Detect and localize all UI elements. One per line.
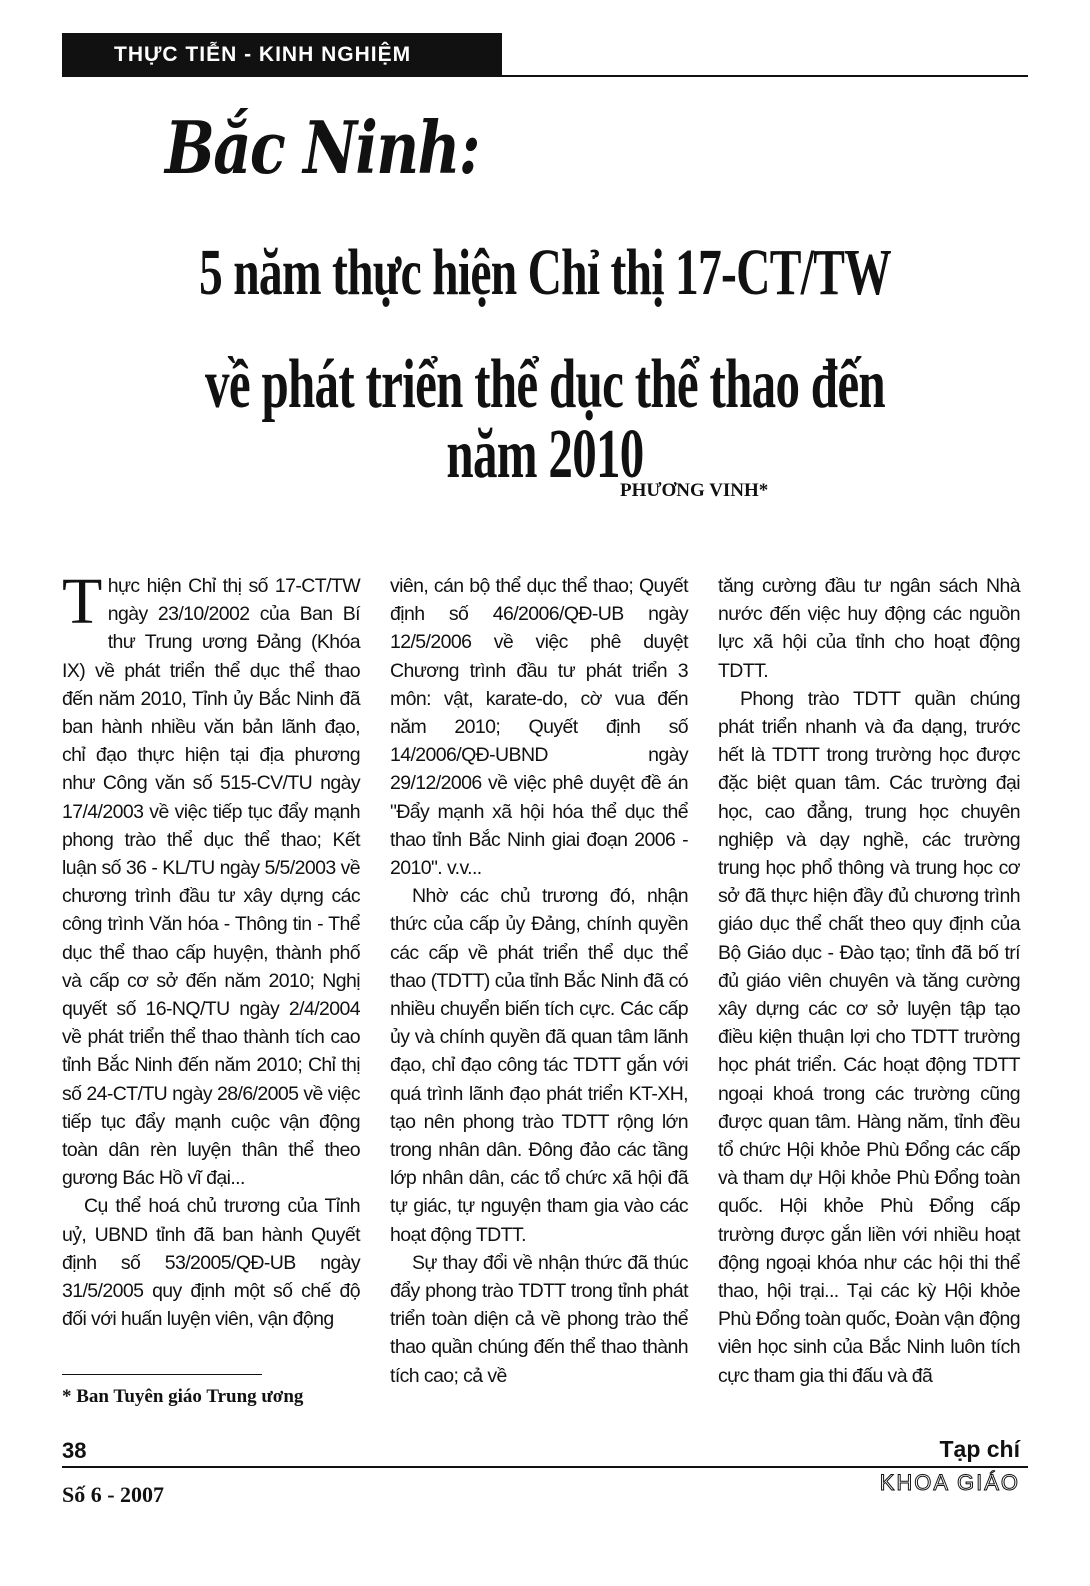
footer-rule [62,1466,1028,1468]
section-banner [62,33,502,77]
paragraph: Sự thay đổi về nhận thức đã thúc đẩy phong trào TDTT trong tỉnh phát triển toàn diện cả về phong trào thể thao quần chúng đến thể thao thành tích cao; cả về [390,1251,688,1387]
article-title-line3: về phát triển thể dục thể thao đến năm 2010 [205,346,885,493]
article-column-3 [718,572,1020,1390]
issue-number: Số 6 - 2007 [62,1482,165,1507]
article-column-1 [62,565,360,1333]
section-label: THỰC TIỄN - KINH NGHIỆM [114,43,412,66]
article-title-place: Bắc Ninh: [165,105,479,190]
footnote-rule [62,1374,262,1375]
magazine-name-line1: Tạp chí [939,1436,1020,1462]
paragraph [62,565,360,1192]
article-column-2 [390,572,688,1390]
page-number: 38 [62,1438,87,1463]
paragraph: tăng cường đầu tư ngân sách Nhà nước đến việc huy động các nguồn lực xã hội của tỉnh cho hoạt động TDTT. [718,575,1020,682]
footnote: * Ban Tuyên giáo Trung ương [62,1386,304,1407]
paragraph: viên, cán bộ thể dục thể thao; Quyết định số 46/2006/QĐ-UB ngày 12/5/2006 về việc phê duyệt Chương trình đầu tư phát triển 3 môn: vật, karate-do, cờ vua đến năm 2010; Quyết định số 14/2006/QĐ-UBND ngày 29/12/2006 về việc phê duyệt đề án "Đẩy mạnh xã hội hóa thể dục thể thao tỉnh Bắc Ninh giai đoạn 2006 - 2010". v.v... [390,575,688,880]
header-rule [502,75,1028,77]
author-byline: PHƯƠNG VINH* [620,480,769,501]
paragraph: Nhờ các chủ trương đó, nhận thức của cấp ủy Đảng, chính quyền các cấp về phát triển thể dục thể thao (TDTT) của tỉnh Bắc Ninh đã có nhiều chuyển biến tích cực. Các cấp ủy và chính quyền đã quan tâm lãnh đạo, chỉ đạo công tác TDTT gắn với quá trình lãnh đạo phát triển KT-XH, tạo nên phong trào TDTT rộng lớn trong nhân dân. Đông đảo các tầng lớp nhân dân, các tổ chức xã hội đã tự giác, tự nguyện tham gia vào các hoạt động TDTT. [390,885,688,1246]
paragraph: Phong trào TDTT quần chúng phát triển nhanh và đa dạng, trước hết là TDTT trong trường học được đặc biệt quan tâm. Các trường đại học, cao đẳng, trung học chuyên nghiệp và dạy nghề, các trường trung học phổ thông và trung học cơ sở đã thực hiện đầy đủ chương trình giáo dục thể chất theo quy định của Bộ Giáo dục - Đào tạo; tỉnh đã bố trí đủ giáo viên chuyên và tăng cường xây dựng các cơ sở luyện tập tạo điều kiện thuận lợi cho TDTT trường học phát triển. Các hoạt động TDTT ngoại khoá trong các trường cũng được quan tâm. Hàng năm, tỉnh đều tổ chức Hội khỏe Phù Đổng các cấp và tham dự Hội khỏe Phù Đổng toàn quốc. Hội khỏe Phù Đổng cấp trường được gắn liền với nhiều hoạt động ngoại khóa như các hội thi thể thao, hội trại... Tại các kỳ Hội khỏe Phù Đổng toàn quốc, Đoàn vận động viên học sinh của Bắc Ninh luôn tích cực tham gia thi đấu và đã [718,687,1020,1387]
article-title-line2: 5 năm thực hiện Chỉ thị 17-CT/TW [199,236,891,309]
paragraph: Cụ thể hoá chủ trương của Tỉnh uỷ, UBND tỉnh đã ban hành Quyết định số 53/2005/QĐ-UB ngày 31/5/2005 quy định một số chế độ đối với huấn luyện viên, vận động [62,1195,360,1331]
magazine-name-line2: KHOA GIÁO [879,1470,1020,1495]
drop-cap: T [62,565,102,638]
paragraph-text: hực hiện Chỉ thị số 17-CT/TW ngày 23/10/2002 của Ban Bí thư Trung ương Đảng (Khóa IX) về phát triển thể dục thể thao đến năm 2010, Tỉnh ủy Bắc Ninh đã ban hành nhiều văn bản lãnh đạo, chỉ đạo thực hiện tại địa phương như Công văn số 515-CV/TU ngày 17/4/2003 về việc tiếp tục đẩy mạnh phong trào thể dục thể thao; Kết luận số 36 - KL/TU ngày 5/5/2003 về chương trình đầu tư xây dựng các công trình Văn hóa - Thông tin - Thể dục thể thao cấp huyện, thành phố và cấp cơ sở đến năm 2010; Nghị quyết số 16-NQ/TU ngày 2/4/2004 về phát triển thể thao thành tích cao tỉnh Bắc Ninh đến năm 2010; Chỉ thị số 24-CT/TU ngày 28/6/2005 về việc tiếp tục đẩy mạnh cuộc vận động toàn dân rèn luyện thân thể theo gương Bác Hồ vĩ đại... [62,575,360,1190]
